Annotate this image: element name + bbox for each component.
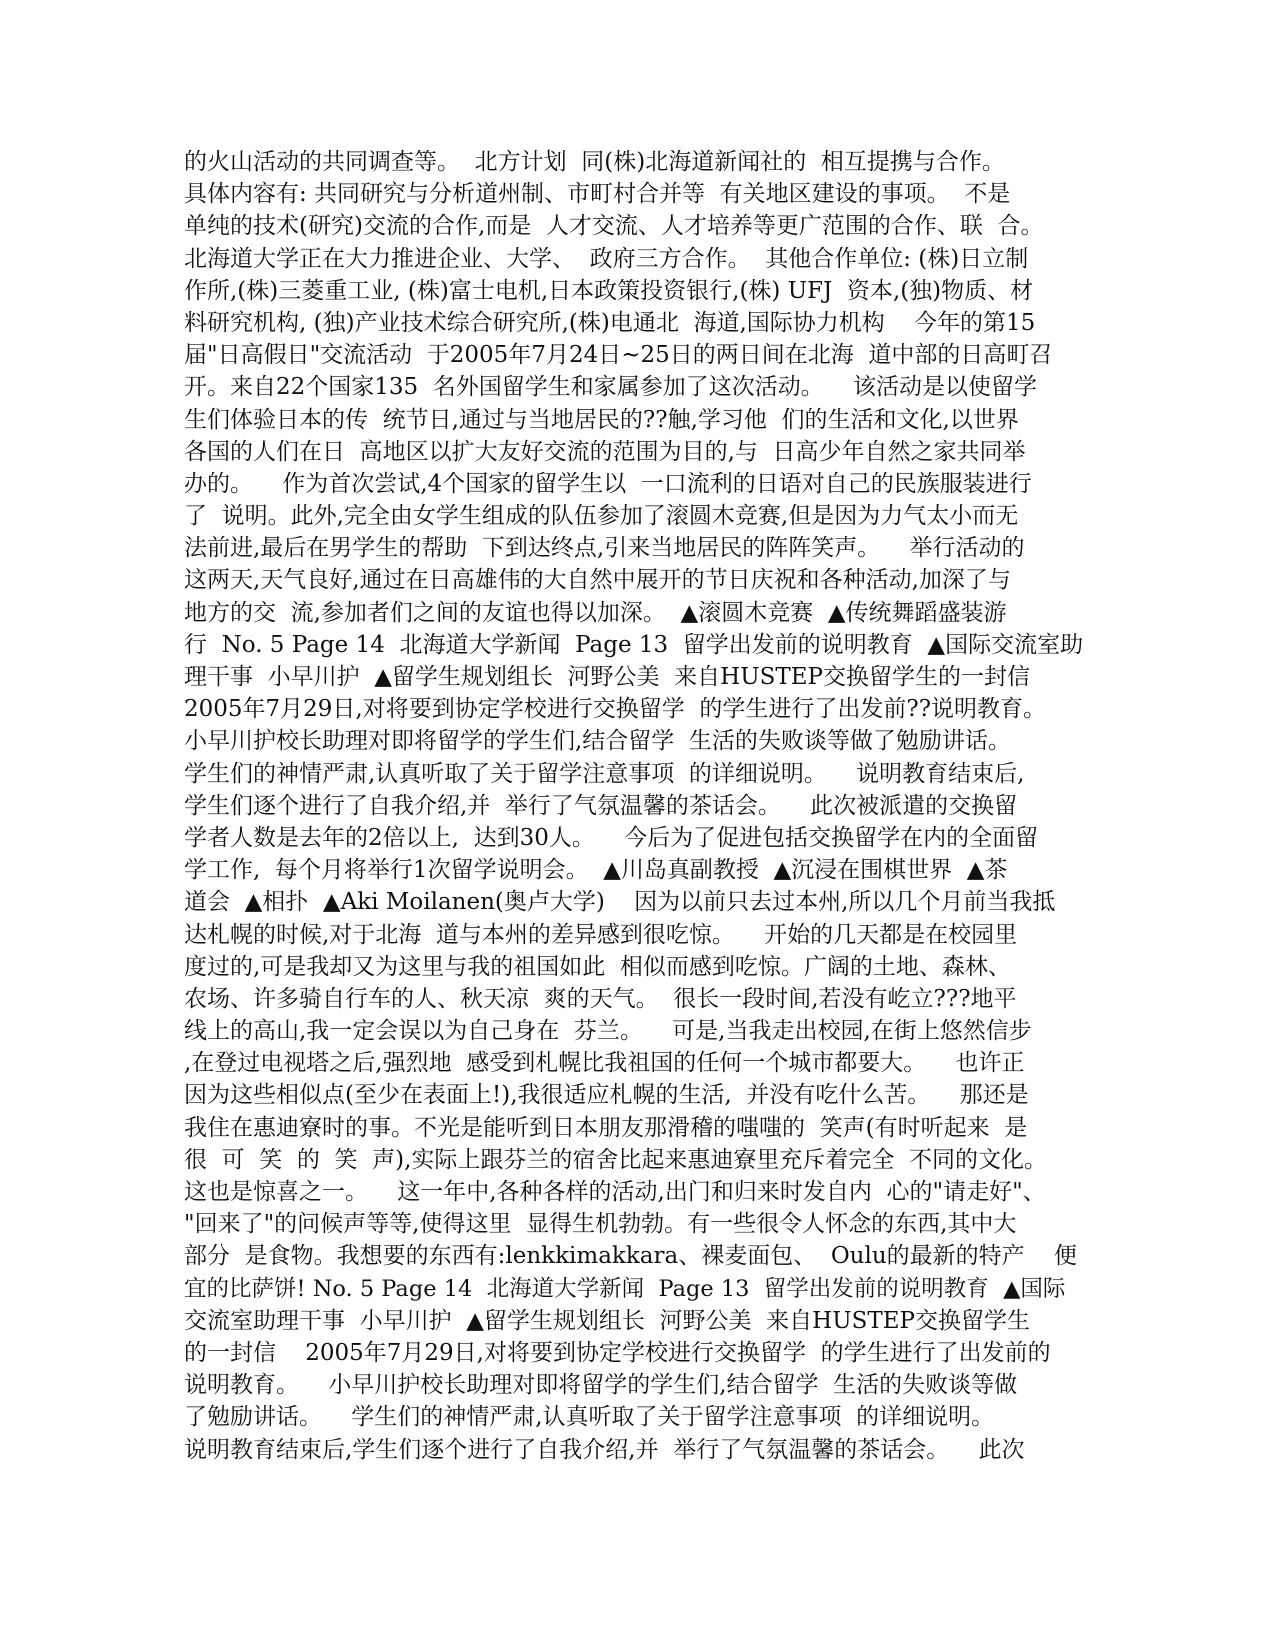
text-line: 北海道大学正在大力推进企业、大学、 政府三方合作。 其他合作单位: (株)日立制 (184, 245, 1029, 272)
text-line: 行 No. 5 Page 14 北海道大学新闻 Page 13 留学出发前的说明教育 ▲国际交流室助 (184, 631, 1084, 658)
text-line: 道会 ▲相扑 ▲Aki Moilanen(奥卢大学) 因为以前只去过本州,所以几个月前当我抵 (184, 889, 1056, 916)
text-line: 小早川护校长助理对即将留学的学生们,结合留学 生活的失败谈等做了勉励讲话。 (184, 728, 1011, 755)
text-line: 宜的比萨饼! No. 5 Page 14 北海道大学新闻 Page 13 留学出发前的说明教育 ▲国际 (184, 1275, 1066, 1302)
text-line: 交流室助理干事 小早川护 ▲留学生规划组长 河野公美 来自HUSTEP交换留学生 (184, 1307, 1030, 1334)
text-line: 这也是惊喜之一。 这一年中,各种各样的活动,出门和归来时发自内 心的"请走好"、 (184, 1179, 1046, 1205)
text-line: 线上的高山,我一定会误以为自己身在 芬兰。 可是,当我走出校园,在街上悠然信步 (184, 1018, 1032, 1045)
text-line: 地方的交 流,参加者们之间的友谊也得以加深。 ▲滚圆木竞赛 ▲传统舞蹈盛装游 (184, 599, 1007, 626)
text-line: 因为这些相似点(至少在表面上!),我很适应札幌的生活, 并没有吃什么苦。 那还是 (184, 1082, 1029, 1109)
text-line: 学生们逐个进行了自我介绍,并 举行了气氛温馨的茶话会。 此次被派遣的交换留 (184, 792, 1018, 819)
text-line: 说明教育结束后,学生们逐个进行了自我介绍,并 举行了气氛温馨的茶话会。 此次 (184, 1436, 1025, 1463)
text-line: 理干事 小早川护 ▲留学生规划组长 河野公美 来自HUSTEP交换留学生的一封信 (184, 664, 1030, 690)
text-line: 达札幌的时候,对于北海 道与本州的差异感到很吃惊。 开始的几天都是在校园里 (184, 921, 1018, 948)
text-line: 单纯的技术(研究)交流的合作,而是 人才交流、人才培养等更广范围的合作、联 合。 (184, 213, 1044, 240)
text-line: 法前进,最后在男学生的帮助 下到达终点,引来当地居民的阵阵笑声。 举行活动的 (184, 535, 1025, 562)
text-line: 办的。 作为首次尝试,4个国家的留学生以 一口流利的日语对自己的民族服装进行 (184, 470, 1032, 497)
text-line: 料研究机构, (独)产业技术综合研究所,(株)电通北 海道,国际协力机构 今年的第15 (184, 309, 1036, 336)
text-line: 学工作, 每个月将举行1次留学说明会。 ▲川岛真副教授 ▲沉浸在围棋世界 ▲茶 (184, 857, 1008, 884)
body-text (184, 146, 1084, 1466)
text-line: 了 说明。此外,完全由女学生组成的队伍参加了滚圆木竞赛,但是因为力气太小而无 (184, 503, 1019, 530)
text-line: "回来了"的问候声等等,使得这里 显得生机勃勃。有一些很令人怀念的东西,其中大 (184, 1211, 1017, 1238)
text-line: 的火山活动的共同调查等。 北方计划 同(株)北海道新闻社的 相互提携与合作。 (184, 149, 1005, 175)
text-line: 具体内容有: 共同研究与分析道州制、市町村合并等 有关地区建设的事项。 不是 (184, 181, 1011, 208)
text-line: 部分 是食物。我想要的东西有:lenkkimakkara、裸麦面包、 Oulu的最新的特产 便 (184, 1243, 1077, 1270)
text-line: 的一封信 2005年7月29日,对将要到协定学校进行交换留学 的学生进行了出发前的 (184, 1339, 1051, 1366)
text-line: ,在登过电视塔之后,强烈地 感受到札幌比我祖国的任何一个城市都要大。 也许正 (184, 1050, 1025, 1077)
text-line: 学者人数是去年的2倍以上, 达到30人。 今后为了促进包括交换留学在内的全面留 (184, 824, 1039, 851)
text-line: 作所,(株)三菱重工业, (株)富士电机,日本政策投资银行,(株) UFJ 资本,(独)物质、材 (184, 277, 1034, 304)
text-line: 学生们的神情严肃,认真听取了关于留学注意事项 的详细说明。 说明教育结束后, (184, 760, 1025, 787)
text-line: 生们体验日本的传 统节日,通过与当地居民的??触,学习他 们的生活和文化,以世界 (184, 406, 1019, 433)
text-line: 这两天,天气良好,通过在日高雄伟的大自然中展开的节日庆祝和各种活动,加深了与 (184, 567, 1011, 594)
text-line: 了勉励讲话。 学生们的神情严肃,认真听取了关于留学注意事项 的详细说明。 (184, 1404, 995, 1431)
text-line: 度过的,可是我却又为这里与我的祖国如此 相似而感到吃惊。广阔的土地、森林、 (184, 953, 1011, 980)
text-line: 农场、许多骑自行车的人、秋天凉 爽的天气。 很长一段时间,若没有屹立???地平 (184, 985, 1017, 1012)
text-line: 我住在惠迪寮时的事。不光是能听到日本朋友那滑稽的嗤嗤的 笑声(有时听起来 是 (184, 1114, 1028, 1141)
text-line: 届"日高假日"交流活动 于2005年7月24日~25日的两日间在北海 道中部的日高町召 (184, 342, 1053, 369)
text-line: 很 可 笑 的 笑 声),实际上跟芬兰的宿舍比起来惠迪寮里充斥着完全 不同的文化。 (184, 1146, 1048, 1173)
text-line: 开。来自22个国家135 名外国留学生和家属参加了这次活动。 该活动是以使留学 (184, 374, 1038, 401)
text-line: 各国的人们在日 高地区以扩大友好交流的范围为目的,与 日高少年自然之家共同举 (184, 438, 1026, 465)
text-line: 说明教育。 小早川护校长助理对即将留学的学生们,结合留学 生活的失败谈等做 (184, 1372, 1018, 1399)
text-line: 2005年7月29日,对将要到协定学校进行交换留学 的学生进行了出发前??说明教育。 (184, 696, 1047, 723)
